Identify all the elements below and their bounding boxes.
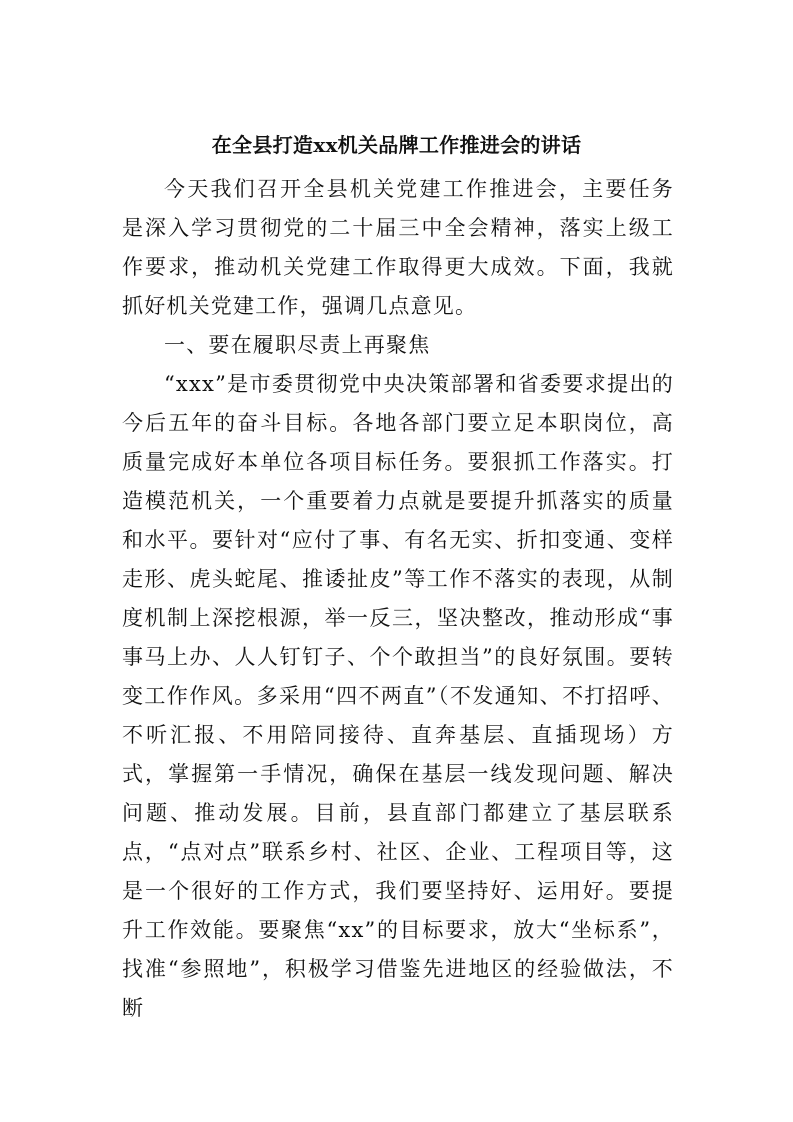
section-1-paragraph: “xxx”是市委贯彻党中央决策部署和省委要求提出的今后五年的奋斗目标。各地各部门要立足本职岗位，高质量完成好本单位各项目标任务。要狠抓工作落实。打造模范机关，一个重要着力点就是要提升抓落实的质量和水平。要针对“应付了事、有名无实、折扣变通、变样走形、虎头蛇尾、推诿扯皮”等工作不落实的表现，从制度机制上深挖根源，举一反三，坚决整改，推动形成“事事马上办、人人钉钉子、个个敢担当”的良好氛围。要转变工作作风。多采用“四不两直”（不发通知、不打招呼、不听汇报、不用陪同接待、直奔基层、直插现场）方式，掌握第一手情况，确保在基层一线发现问题、解决问题、推动发展。目前，县直部门都建立了基层联系点，“点对点”联系乡村、社区、企业、工程项目等，这是一个很好的工作方式，我们要坚持好、运用好。要提升工作效能。要聚焦“xx”的目标要求，放大“坐标系”，找准“参照地”，积极学习借鉴先进地区的经验做法，不断 xyxy=(122,372,674,1020)
intro-paragraph: 今天我们召开全县机关党建工作推进会，主要任务是深入学习贯彻党的二十届三中全会精神，落实上级工作要求，推动机关党建工作取得更大成效。下面，我就抓好机关党建工作，强调几点意见。 xyxy=(122,177,674,318)
document-body xyxy=(122,170,674,1028)
document-title: 在全县打造xx机关品牌工作推进会的讲话 xyxy=(211,133,582,157)
section-heading-1: 一、要在履职尽责上再聚焦 xyxy=(164,333,431,357)
